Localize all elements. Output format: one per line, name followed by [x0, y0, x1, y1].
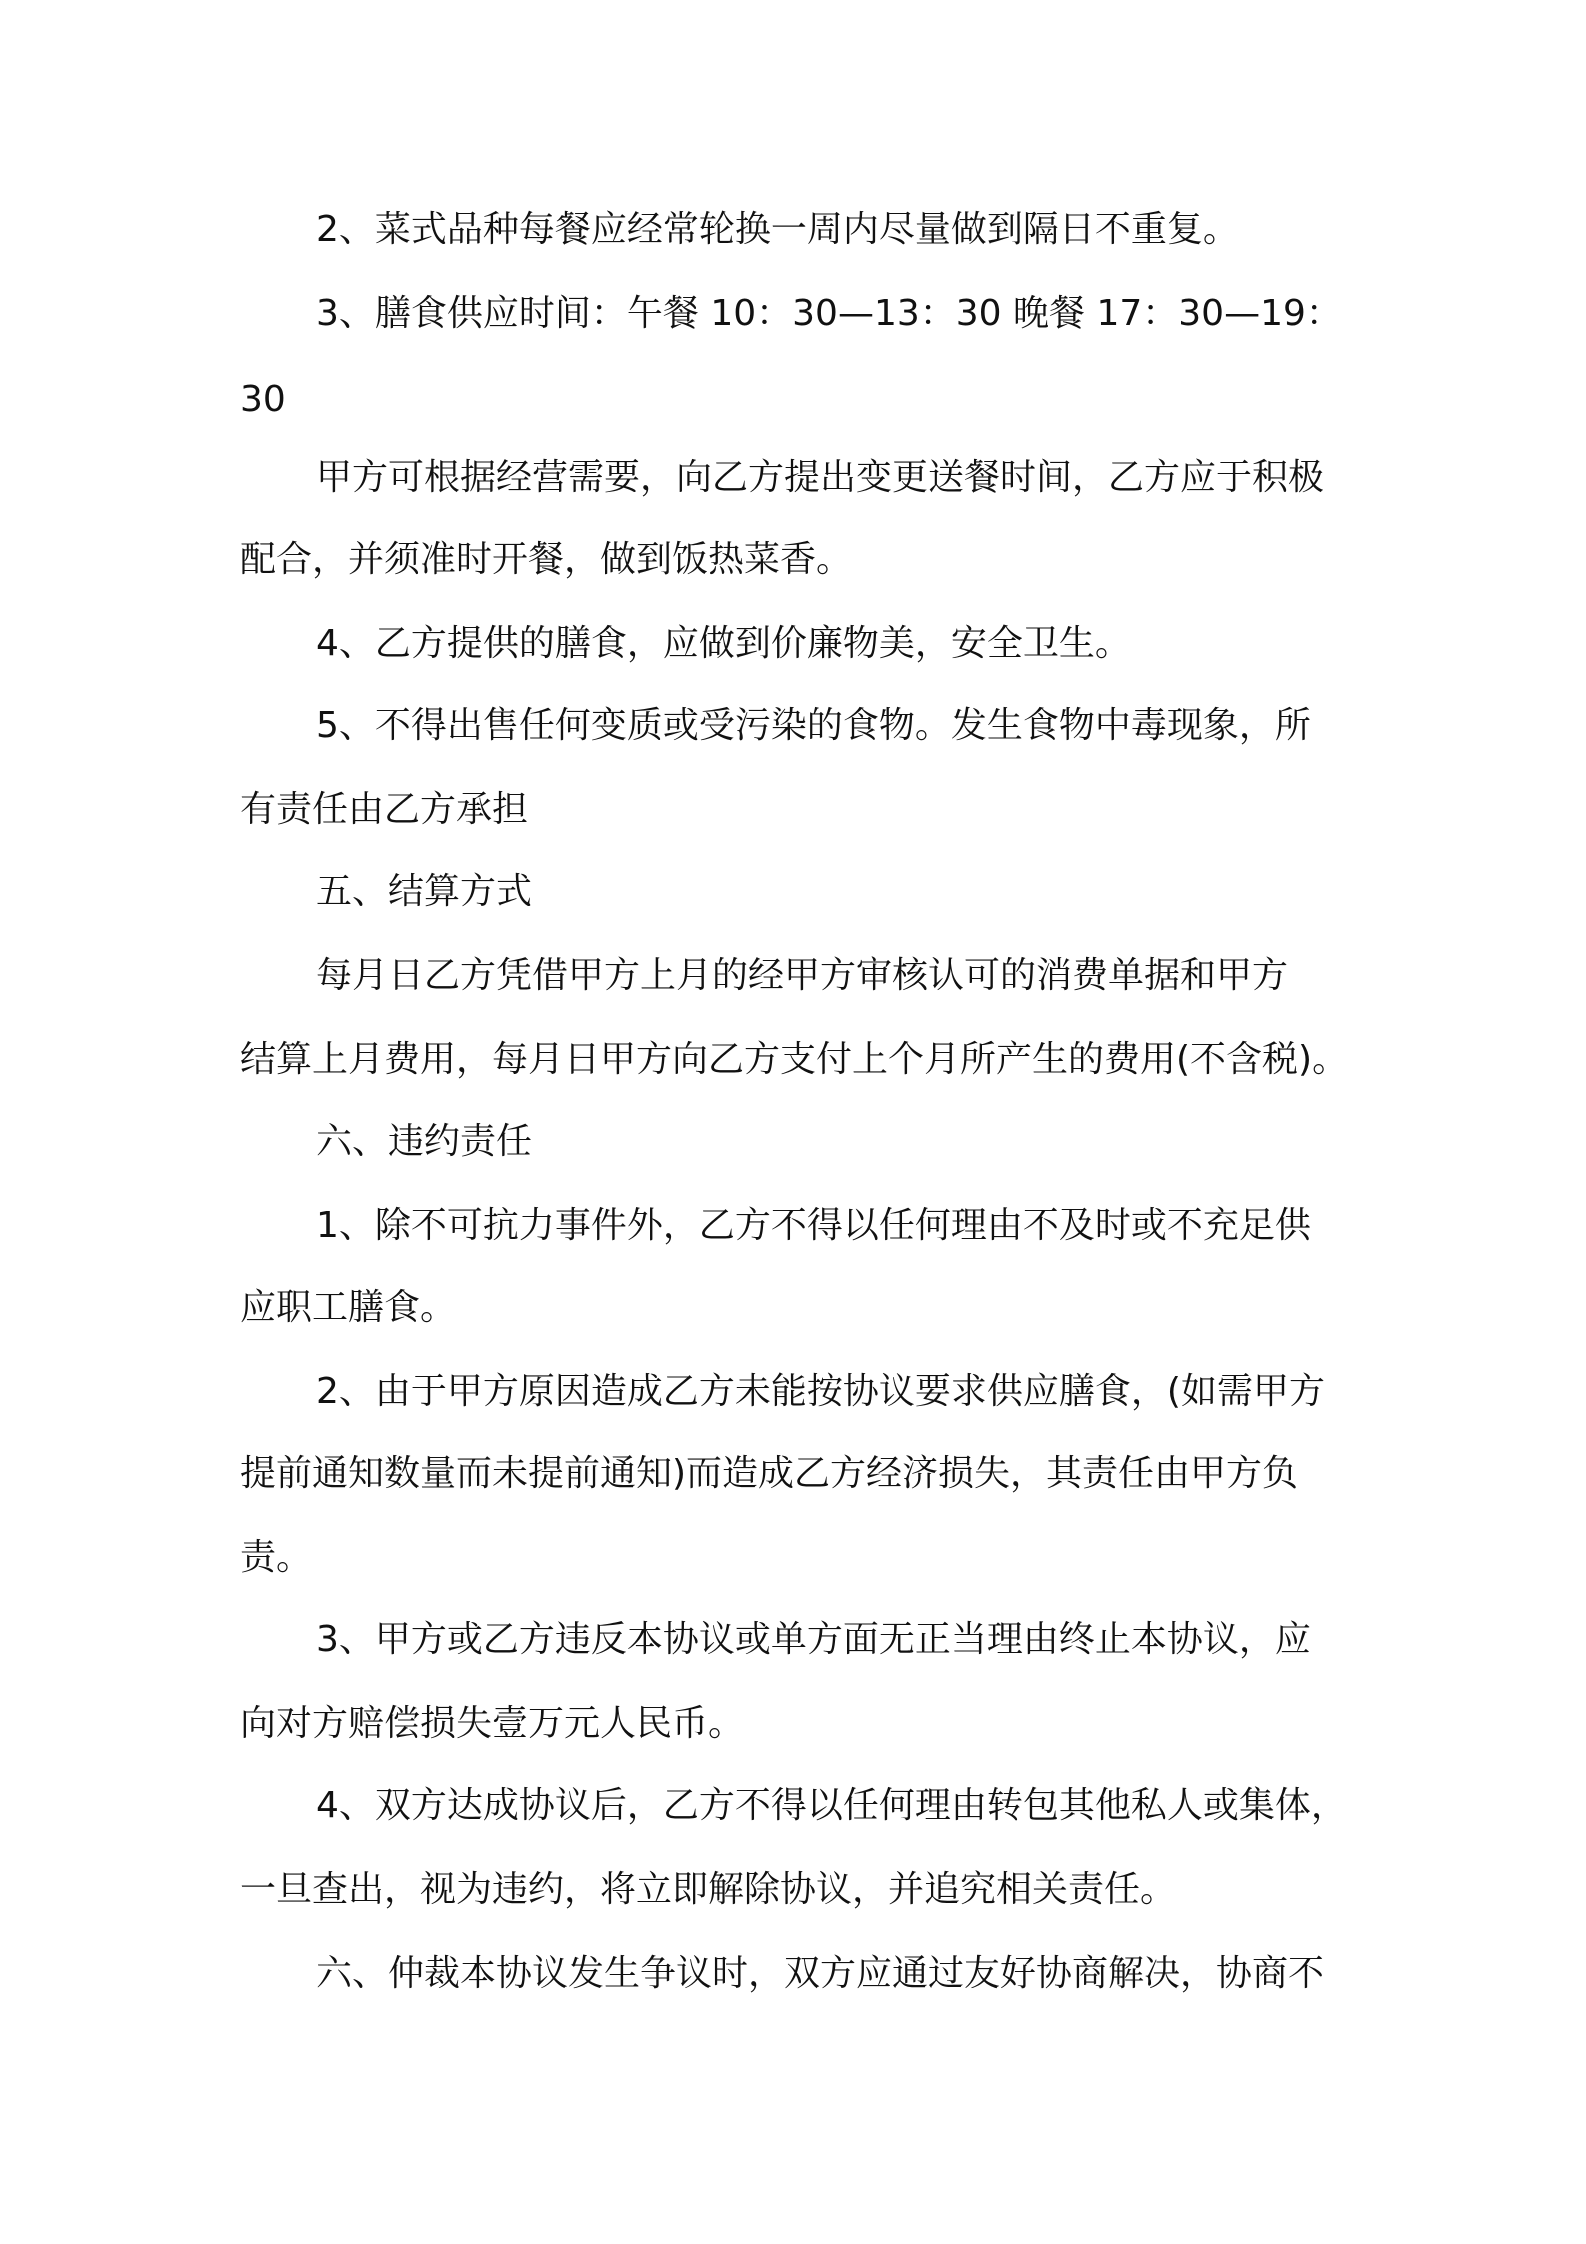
text-line: 向对方赔偿损失壹万元人民币。 — [240, 1703, 745, 1744]
text-line: 六、仲裁本协议发生争议时，双方应通过友好协商解决，协商不 — [316, 1953, 1325, 1994]
text-line: 有责任由乙方承担 — [240, 789, 529, 830]
text-line: 4、双方达成协议后，乙方不得以任何理由转包其他私人或集体， — [316, 1785, 1347, 1826]
text-line: 1、除不可抗力事件外，乙方不得以任何理由不及时或不充足供 — [316, 1205, 1311, 1246]
text-line: 配合，并须准时开餐，做到饭热菜香。 — [240, 539, 853, 580]
text-line: 提前通知数量而未提前通知)而造成乙方经济损失，其责任由甲方负 — [240, 1453, 1299, 1494]
text-line: 应职工膳食。 — [240, 1287, 457, 1328]
section-heading: 五、结算方式 — [316, 871, 533, 912]
text-line: 5、不得出售任何变质或受污染的食物。发生食物中毒现象，所 — [316, 705, 1311, 746]
text-line: 责。 — [240, 1537, 313, 1578]
text-line: 每月日乙方凭借甲方上月的经甲方审核认可的消费单据和甲方 — [316, 955, 1289, 996]
section-heading: 六、违约责任 — [316, 1121, 533, 1162]
text-line: 4、乙方提供的膳食，应做到价廉物美，安全卫生。 — [316, 623, 1131, 664]
text-line: 2、菜式品种每餐应经常轮换一周内尽量做到隔日不重复。 — [316, 209, 1239, 250]
text-line: 结算上月费用，每月日甲方向乙方支付上个月所产生的费用(不含税)。 — [240, 1039, 1349, 1080]
text-line: 甲方可根据经营需要，向乙方提出变更送餐时间，乙方应于积极 — [316, 457, 1325, 498]
text-line: 一旦查出，视为违约，将立即解除协议，并追究相关责任。 — [240, 1869, 1177, 1910]
text-line: 3、甲方或乙方违反本协议或单方面无正当理由终止本协议，应 — [316, 1619, 1311, 1660]
text-line: 30 — [240, 379, 286, 420]
text-line: 3、膳食供应时间：午餐 10：30—13：30 晚餐 17：30—19： — [316, 293, 1342, 334]
text-line: 2、由于甲方原因造成乙方未能按协议要求供应膳食，(如需甲方 — [316, 1371, 1325, 1412]
